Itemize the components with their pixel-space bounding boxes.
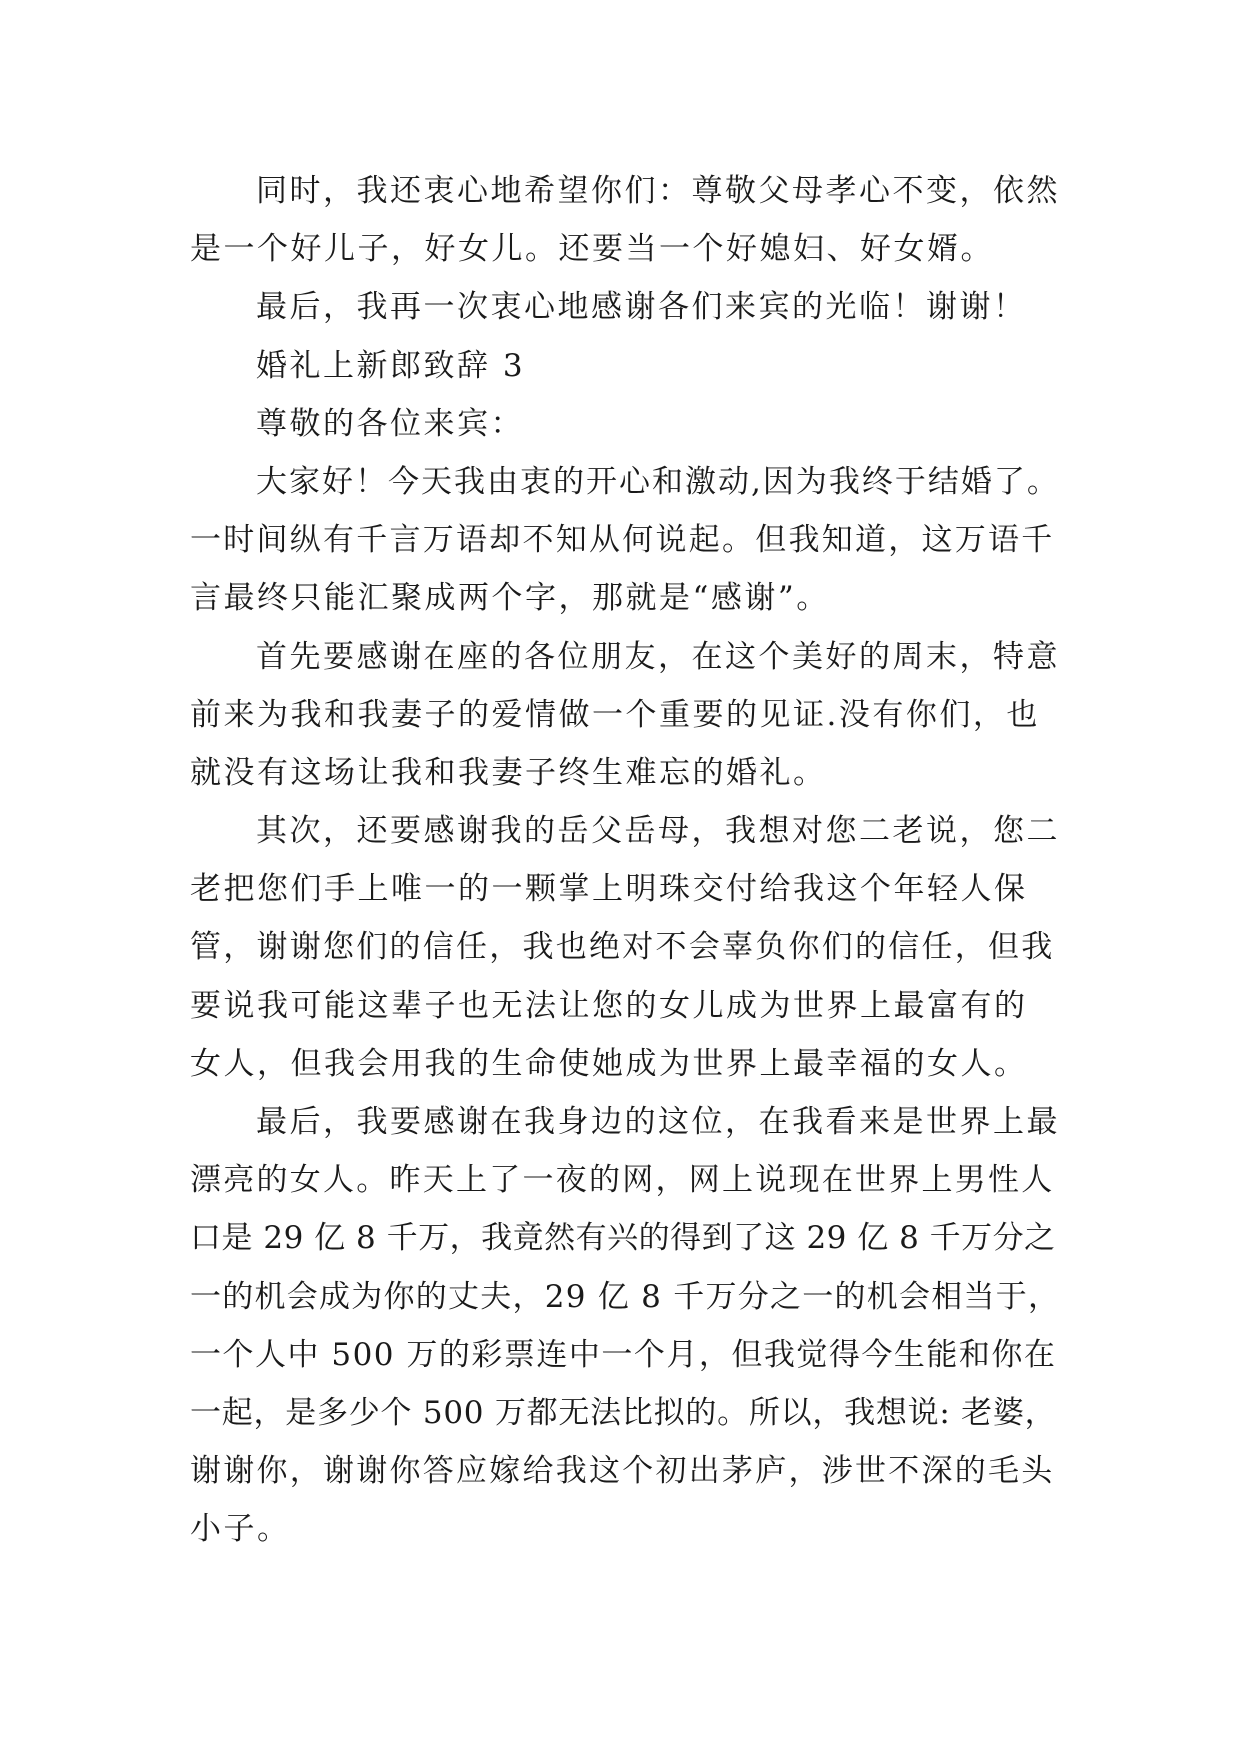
text-line: 最后，我要感谢在我身边的这位，在我看来是世界上最 [256, 1104, 1060, 1140]
text-line: 首先要感谢在座的各位朋友，在这个美好的周末，特意 [256, 638, 1060, 675]
text-line: 大家好！今天我由衷的开心和激动,因为我终于结婚了。 [256, 463, 1060, 500]
text-line: 一的机会成为你的丈夫，29 亿 8 千万分之一的机会相当于， [190, 1278, 1061, 1315]
text-line: 老把您们手上唯一的一颗掌上明珠交付给我这个年轻人保 [190, 871, 1028, 908]
text-line: 谢谢你，谢谢你答应嫁给我这个初出茅庐，涉世不深的毛头 [190, 1453, 1055, 1490]
text-line: 女人，但我会用我的生命使她成为世界上最幸福的女人。 [190, 1045, 1028, 1082]
text-line: 要说我可能这辈子也无法让您的女儿成为世界上最富有的 [190, 987, 1028, 1024]
text-line: 尊敬的各位来宾： [256, 405, 524, 442]
text-line: 一个人中 500 万的彩票连中一个月，但我觉得今生能和你在 [190, 1336, 1057, 1373]
text-line: 最后，我再一次衷心地感谢各们来宾的光临！谢谢！ [256, 289, 1027, 326]
text-line: 是一个好儿子，好女儿。还要当一个好媳妇、好女婿。 [190, 231, 994, 268]
document-body [190, 162, 1060, 1559]
text-line: 言最终只能汇聚成两个字，那就是“感谢”。 [190, 580, 830, 617]
text-line: 一时间纵有千言万语却不知从何说起。但我知道，这万语千 [190, 522, 1055, 559]
text-line: 其次，还要感谢我的岳父岳母，我想对您二老说，您二 [256, 813, 1060, 850]
text-line: 婚礼上新郎致辞 3 [256, 347, 526, 384]
text-line: 一起，是多少个 500 万都无法比拟的。所以，我想说: 老婆， [190, 1394, 1057, 1431]
text-line: 同时，我还衷心地希望你们：尊敬父母孝心不变，依然 [256, 173, 1060, 209]
text-line: 漂亮的女人。昨天上了一夜的网，网上说现在世界上男性人 [190, 1162, 1055, 1199]
text-line: 小子。 [190, 1511, 291, 1548]
text-line: 管，谢谢您们的信任，我也绝对不会辜负你们的信任，但我 [190, 929, 1055, 966]
text-line: 前来为我和我妻子的爱情做一个重要的见证.没有你们，也 [190, 696, 1040, 733]
text-line: 就没有这场让我和我妻子终生难忘的婚礼。 [190, 754, 827, 791]
text-line: 口是 29 亿 8 千万，我竟然有兴的得到了这 29 亿 8 千万分之 [190, 1220, 1056, 1257]
